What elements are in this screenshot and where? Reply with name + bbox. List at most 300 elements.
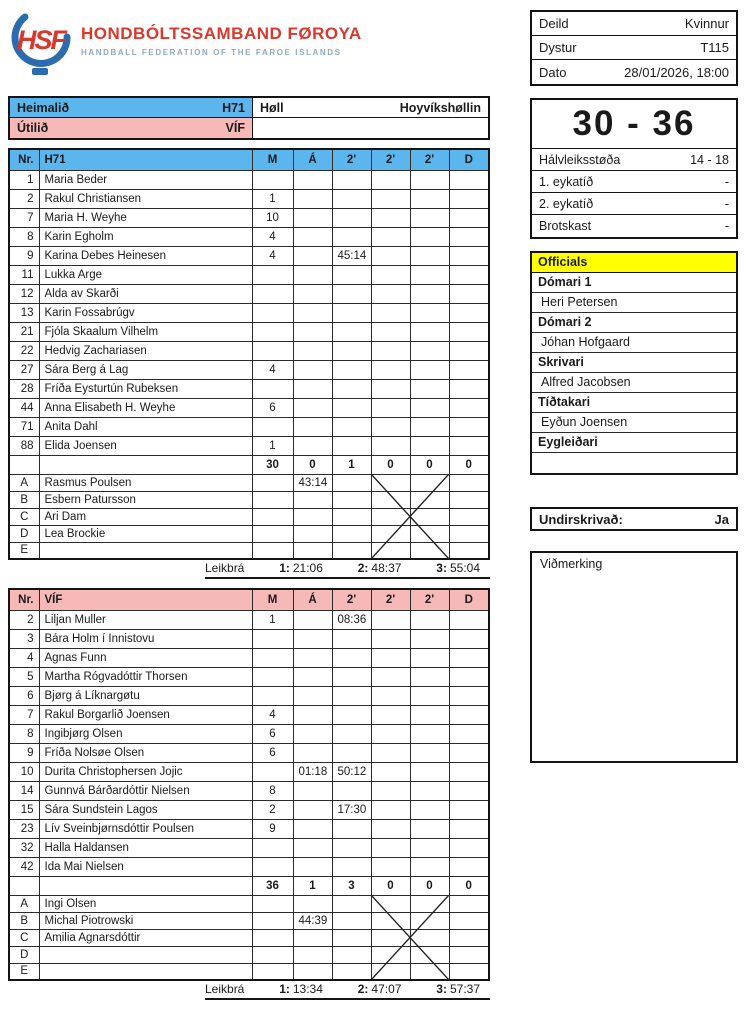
empty-cell	[253, 118, 488, 138]
stat-cell	[410, 724, 449, 743]
stat-cell	[371, 341, 410, 360]
stat-cell	[371, 857, 410, 876]
period-3: 3: 57:37	[436, 982, 480, 996]
stat-cell: 30	[252, 455, 293, 474]
home-label: Heimalið	[17, 100, 70, 115]
name-cell: Lukka Arge	[39, 265, 252, 284]
period-label: Leikbrá	[205, 982, 245, 996]
stat-cell	[293, 946, 332, 963]
stat-cell	[252, 912, 293, 929]
stat-cell	[332, 781, 371, 800]
name-cell: Anita Dahl	[39, 417, 252, 436]
name-cell: Liljan Muller	[39, 610, 252, 629]
player-row	[9, 838, 489, 857]
player-row	[9, 398, 489, 417]
col-goals: M	[252, 589, 293, 610]
stat-cell: 01:18	[293, 762, 332, 781]
col-suspension-1: 2'	[332, 589, 371, 610]
stat-cell: 50:12	[332, 762, 371, 781]
stat-cell	[252, 542, 293, 559]
stat-cell	[293, 667, 332, 686]
stat-cell	[252, 491, 293, 508]
stat-cell: 44:39	[293, 912, 332, 929]
number-cell: 8	[9, 227, 39, 246]
stat-cell	[332, 838, 371, 857]
stat-cell: 1	[252, 610, 293, 629]
stat-cell	[449, 946, 489, 963]
stat-cell	[371, 474, 410, 491]
bench-official-row	[9, 895, 489, 912]
number-cell: 15	[9, 800, 39, 819]
name-cell	[39, 946, 252, 963]
home-period-times	[205, 560, 490, 579]
number-cell: 7	[9, 208, 39, 227]
stat-cell	[371, 781, 410, 800]
player-row	[9, 724, 489, 743]
stat-cell	[410, 946, 449, 963]
stat-cell	[252, 265, 293, 284]
stat-cell: 1	[293, 876, 332, 895]
stat-cell	[410, 800, 449, 819]
stat-cell	[371, 743, 410, 762]
remarks-label: Viðmerking	[540, 557, 603, 571]
stat-cell	[371, 705, 410, 724]
stat-cell	[410, 303, 449, 322]
name-cell: Agnas Funn	[39, 648, 252, 667]
number-cell: D	[9, 525, 39, 542]
stat-cell	[449, 436, 489, 455]
stat-cell	[371, 929, 410, 946]
official-name: Jóhan Hofgaard	[532, 333, 736, 353]
number-cell: 42	[9, 857, 39, 876]
stat-cell: 8	[252, 781, 293, 800]
stat-cell	[449, 724, 489, 743]
name-cell	[39, 963, 252, 980]
player-row	[9, 781, 489, 800]
stat-cell	[410, 246, 449, 265]
stat-cell	[332, 946, 371, 963]
stat-cell	[371, 724, 410, 743]
stat-cell	[371, 686, 410, 705]
stat-cell	[410, 170, 449, 189]
stat-cell	[410, 686, 449, 705]
stat-cell	[293, 963, 332, 980]
name-cell	[39, 542, 252, 559]
signature-box	[530, 507, 738, 531]
stat-cell	[410, 648, 449, 667]
federation-brand	[8, 8, 362, 78]
stat-cell	[371, 895, 410, 912]
stat-cell	[293, 491, 332, 508]
name-cell: Ida Mai Nielsen	[39, 857, 252, 876]
stat-cell	[449, 246, 489, 265]
stat-cell	[449, 838, 489, 857]
signature-label: Undirskrivað:	[539, 511, 623, 527]
stat-cell	[410, 398, 449, 417]
stat-cell	[410, 542, 449, 559]
stat-cell	[410, 963, 449, 980]
player-row	[9, 819, 489, 838]
stat-cell	[371, 265, 410, 284]
stat-cell	[410, 629, 449, 648]
name-cell: Halla Haldansen	[39, 838, 252, 857]
number-cell: 13	[9, 303, 39, 322]
stat-cell	[332, 525, 371, 542]
stat-cell: 0	[371, 876, 410, 895]
stat-cell	[371, 360, 410, 379]
final-score: 30 - 36	[532, 100, 736, 149]
player-row	[9, 322, 489, 341]
stat-cell	[293, 360, 332, 379]
player-row	[9, 800, 489, 819]
name-cell: Ingibjørg Olsen	[39, 724, 252, 743]
stat-cell	[252, 857, 293, 876]
stat-cell	[332, 474, 371, 491]
player-row	[9, 417, 489, 436]
player-row	[9, 170, 489, 189]
stat-cell	[410, 227, 449, 246]
name-cell: Rakul Borgarlið Joensen	[39, 705, 252, 724]
stat-cell: 0	[371, 455, 410, 474]
name-cell: Martha Rógvadóttir Thorsen	[39, 667, 252, 686]
number-cell: 44	[9, 398, 39, 417]
stat-cell	[371, 208, 410, 227]
stat-cell	[449, 912, 489, 929]
col-goals: M	[252, 149, 293, 170]
stat-cell	[293, 284, 332, 303]
stat-cell	[410, 379, 449, 398]
stat-cell: 08:36	[332, 610, 371, 629]
name-cell: Karin Egholm	[39, 227, 252, 246]
player-row	[9, 762, 489, 781]
official-name	[532, 453, 736, 473]
official-name: Alfred Jacobsen	[532, 373, 736, 393]
stat-cell	[293, 838, 332, 857]
penalty-label: Brotskast	[539, 219, 592, 233]
stat-cell: 0	[449, 455, 489, 474]
stat-cell	[449, 542, 489, 559]
number-cell: 9	[9, 743, 39, 762]
stat-cell	[252, 525, 293, 542]
match-info-row	[532, 60, 736, 84]
player-row	[9, 246, 489, 265]
stat-cell	[293, 542, 332, 559]
stat-cell: 43:14	[293, 474, 332, 491]
stat-cell	[293, 227, 332, 246]
stat-cell	[252, 417, 293, 436]
stat-cell	[332, 819, 371, 838]
stat-cell: 9	[252, 819, 293, 838]
info-label: Dato	[539, 64, 567, 80]
stat-cell	[252, 303, 293, 322]
stat-cell	[332, 379, 371, 398]
number-cell: C	[9, 508, 39, 525]
col-disqualification: D	[449, 149, 489, 170]
officials-title: Officials	[532, 253, 736, 273]
stat-cell	[371, 912, 410, 929]
stat-cell	[293, 648, 332, 667]
home-roster-table	[8, 148, 490, 560]
stat-cell: 0	[449, 876, 489, 895]
stat-cell	[332, 491, 371, 508]
extratime1-label: 1. eykatíð	[539, 174, 594, 189]
away-team-name: VÍF	[225, 121, 245, 135]
number-cell	[9, 876, 39, 895]
stat-cell	[293, 379, 332, 398]
stat-cell	[371, 838, 410, 857]
stat-cell	[449, 705, 489, 724]
col-suspension-3: 2'	[410, 589, 449, 610]
stat-cell	[371, 491, 410, 508]
stat-cell	[410, 705, 449, 724]
penalty-row	[532, 215, 736, 237]
number-cell: 9	[9, 246, 39, 265]
stat-cell	[332, 963, 371, 980]
stat-cell	[332, 857, 371, 876]
period-2: 2: 47:07	[357, 982, 402, 996]
stat-cell	[332, 542, 371, 559]
stat-cell: 10	[252, 208, 293, 227]
number-cell: 71	[9, 417, 39, 436]
player-row	[9, 284, 489, 303]
stat-cell	[410, 857, 449, 876]
stat-cell	[449, 610, 489, 629]
hall-cell	[253, 98, 488, 117]
match-info-row	[532, 36, 736, 60]
stat-cell	[371, 542, 410, 559]
stat-cell	[371, 398, 410, 417]
number-cell: 21	[9, 322, 39, 341]
info-value: 28/01/2026, 18:00	[624, 64, 729, 80]
col-team: H71	[39, 149, 252, 170]
official-name: Eyðun Joensen	[532, 413, 736, 433]
number-cell: C	[9, 929, 39, 946]
stat-cell	[371, 227, 410, 246]
stat-cell	[293, 781, 332, 800]
stat-cell	[252, 667, 293, 686]
stat-cell	[252, 341, 293, 360]
remarks-box	[530, 551, 738, 763]
stat-cell	[449, 648, 489, 667]
stat-cell	[293, 525, 332, 542]
stat-cell: 6	[252, 743, 293, 762]
logo-initials: HSF	[17, 25, 65, 55]
stat-cell	[410, 743, 449, 762]
stat-cell	[293, 705, 332, 724]
player-row	[9, 629, 489, 648]
stat-cell	[293, 686, 332, 705]
stat-cell	[332, 322, 371, 341]
page-header	[8, 8, 738, 96]
roster-header-row	[9, 149, 489, 170]
stat-cell	[293, 819, 332, 838]
name-cell: Maria Beder	[39, 170, 252, 189]
stat-cell	[332, 360, 371, 379]
stat-cell: 0	[410, 876, 449, 895]
stat-cell: 45:14	[332, 246, 371, 265]
stat-cell	[410, 819, 449, 838]
stat-cell	[293, 743, 332, 762]
name-cell: Hedvig Zachariasen	[39, 341, 252, 360]
name-cell: Elida Joensen	[39, 436, 252, 455]
stat-cell	[252, 946, 293, 963]
stat-cell	[252, 322, 293, 341]
stat-cell	[410, 838, 449, 857]
number-cell: 1	[9, 170, 39, 189]
info-label: Deild	[539, 16, 569, 31]
stat-cell: 0	[293, 455, 332, 474]
bench-official-row	[9, 474, 489, 491]
stat-cell: 36	[252, 876, 293, 895]
stat-cell	[371, 246, 410, 265]
roster-header-row	[9, 589, 489, 610]
bench-official-row	[9, 929, 489, 946]
stat-cell	[332, 398, 371, 417]
name-cell: Anna Elisabeth H. Weyhe	[39, 398, 252, 417]
number-cell: 12	[9, 284, 39, 303]
player-row	[9, 189, 489, 208]
col-suspension-2: 2'	[371, 149, 410, 170]
stat-cell	[293, 436, 332, 455]
stat-cell	[410, 610, 449, 629]
stat-cell	[293, 724, 332, 743]
number-cell: 22	[9, 341, 39, 360]
org-name: HONDBÓLTSSAMBAND FØROYA	[81, 24, 362, 43]
stat-cell	[410, 360, 449, 379]
penalty-value: -	[724, 219, 729, 233]
stat-cell	[332, 284, 371, 303]
bench-official-row	[9, 491, 489, 508]
stat-cell	[449, 322, 489, 341]
stat-cell: 4	[252, 227, 293, 246]
official-role: Dómari 1	[532, 273, 736, 293]
stat-cell	[332, 895, 371, 912]
player-row	[9, 360, 489, 379]
stat-cell: 2	[252, 800, 293, 819]
col-warning: Á	[293, 149, 332, 170]
number-cell: 27	[9, 360, 39, 379]
col-suspension-2: 2'	[371, 589, 410, 610]
number-cell: 5	[9, 667, 39, 686]
extratime1-value: -	[724, 174, 729, 189]
name-cell: Esbern Patursson	[39, 491, 252, 508]
stat-cell	[449, 800, 489, 819]
player-row	[9, 857, 489, 876]
stat-cell	[332, 417, 371, 436]
stat-cell	[410, 762, 449, 781]
stat-cell	[371, 189, 410, 208]
stat-cell	[449, 963, 489, 980]
name-cell	[39, 876, 252, 895]
number-cell: 3	[9, 629, 39, 648]
stat-cell	[293, 398, 332, 417]
stat-cell: 0	[410, 455, 449, 474]
stat-cell	[252, 629, 293, 648]
stat-cell	[371, 610, 410, 629]
stat-cell	[410, 341, 449, 360]
hall-name: Hoyvíkshøllin	[399, 100, 481, 115]
name-cell: Karina Debes Heinesen	[39, 246, 252, 265]
number-cell: A	[9, 895, 39, 912]
player-row	[9, 208, 489, 227]
name-cell: Sára Berg á Lag	[39, 360, 252, 379]
extratime2-label: 2. eykatíð	[539, 196, 594, 211]
totals-row	[9, 455, 489, 474]
name-cell: Karin Fossabrúgv	[39, 303, 252, 322]
stat-cell	[293, 508, 332, 525]
stat-cell: 3	[332, 876, 371, 895]
period-1: 1: 21:06	[279, 561, 323, 575]
stat-cell	[332, 667, 371, 686]
player-row	[9, 227, 489, 246]
official-role: Dómari 2	[532, 313, 736, 333]
stat-cell	[371, 436, 410, 455]
match-info-row	[532, 12, 736, 36]
stat-cell	[293, 800, 332, 819]
number-cell: 2	[9, 610, 39, 629]
name-cell: Maria H. Weyhe	[39, 208, 252, 227]
bench-official-row	[9, 963, 489, 980]
info-label: Dystur	[539, 40, 577, 55]
stat-cell	[293, 189, 332, 208]
number-cell: A	[9, 474, 39, 491]
stat-cell	[371, 819, 410, 838]
stat-cell	[410, 912, 449, 929]
stat-cell: 1	[252, 436, 293, 455]
stat-cell	[332, 508, 371, 525]
stat-cell	[410, 436, 449, 455]
name-cell: Lea Brockie	[39, 525, 252, 542]
stat-cell	[293, 341, 332, 360]
player-row	[9, 648, 489, 667]
official-name: Heri Petersen	[532, 293, 736, 313]
name-cell: Bjørg á Líknargøtu	[39, 686, 252, 705]
period-1: 1: 13:34	[279, 982, 323, 996]
number-cell: 6	[9, 686, 39, 705]
stat-cell	[332, 705, 371, 724]
stat-cell: 1	[252, 189, 293, 208]
stat-cell	[252, 170, 293, 189]
number-cell: 8	[9, 724, 39, 743]
bench-official-row	[9, 946, 489, 963]
away-label: Útilið	[17, 121, 49, 135]
stat-cell: 17:30	[332, 800, 371, 819]
stat-cell	[293, 265, 332, 284]
player-row	[9, 686, 489, 705]
stat-cell	[371, 379, 410, 398]
stat-cell	[293, 322, 332, 341]
stat-cell	[410, 189, 449, 208]
stat-cell	[293, 929, 332, 946]
stat-cell	[293, 629, 332, 648]
stat-cell	[449, 895, 489, 912]
number-cell: 28	[9, 379, 39, 398]
name-cell: Durita Christophersen Jojic	[39, 762, 252, 781]
player-row	[9, 705, 489, 724]
stat-cell	[449, 474, 489, 491]
stat-cell	[449, 491, 489, 508]
name-cell: Michal Piotrowski	[39, 912, 252, 929]
stat-cell	[449, 417, 489, 436]
signature-value: Ja	[714, 511, 729, 527]
bench-official-row	[9, 912, 489, 929]
stat-cell	[332, 265, 371, 284]
stat-cell	[371, 284, 410, 303]
name-cell: Bára Holm í Innistovu	[39, 629, 252, 648]
col-disqualification: D	[449, 589, 489, 610]
col-warning: Á	[293, 589, 332, 610]
stat-cell	[293, 857, 332, 876]
